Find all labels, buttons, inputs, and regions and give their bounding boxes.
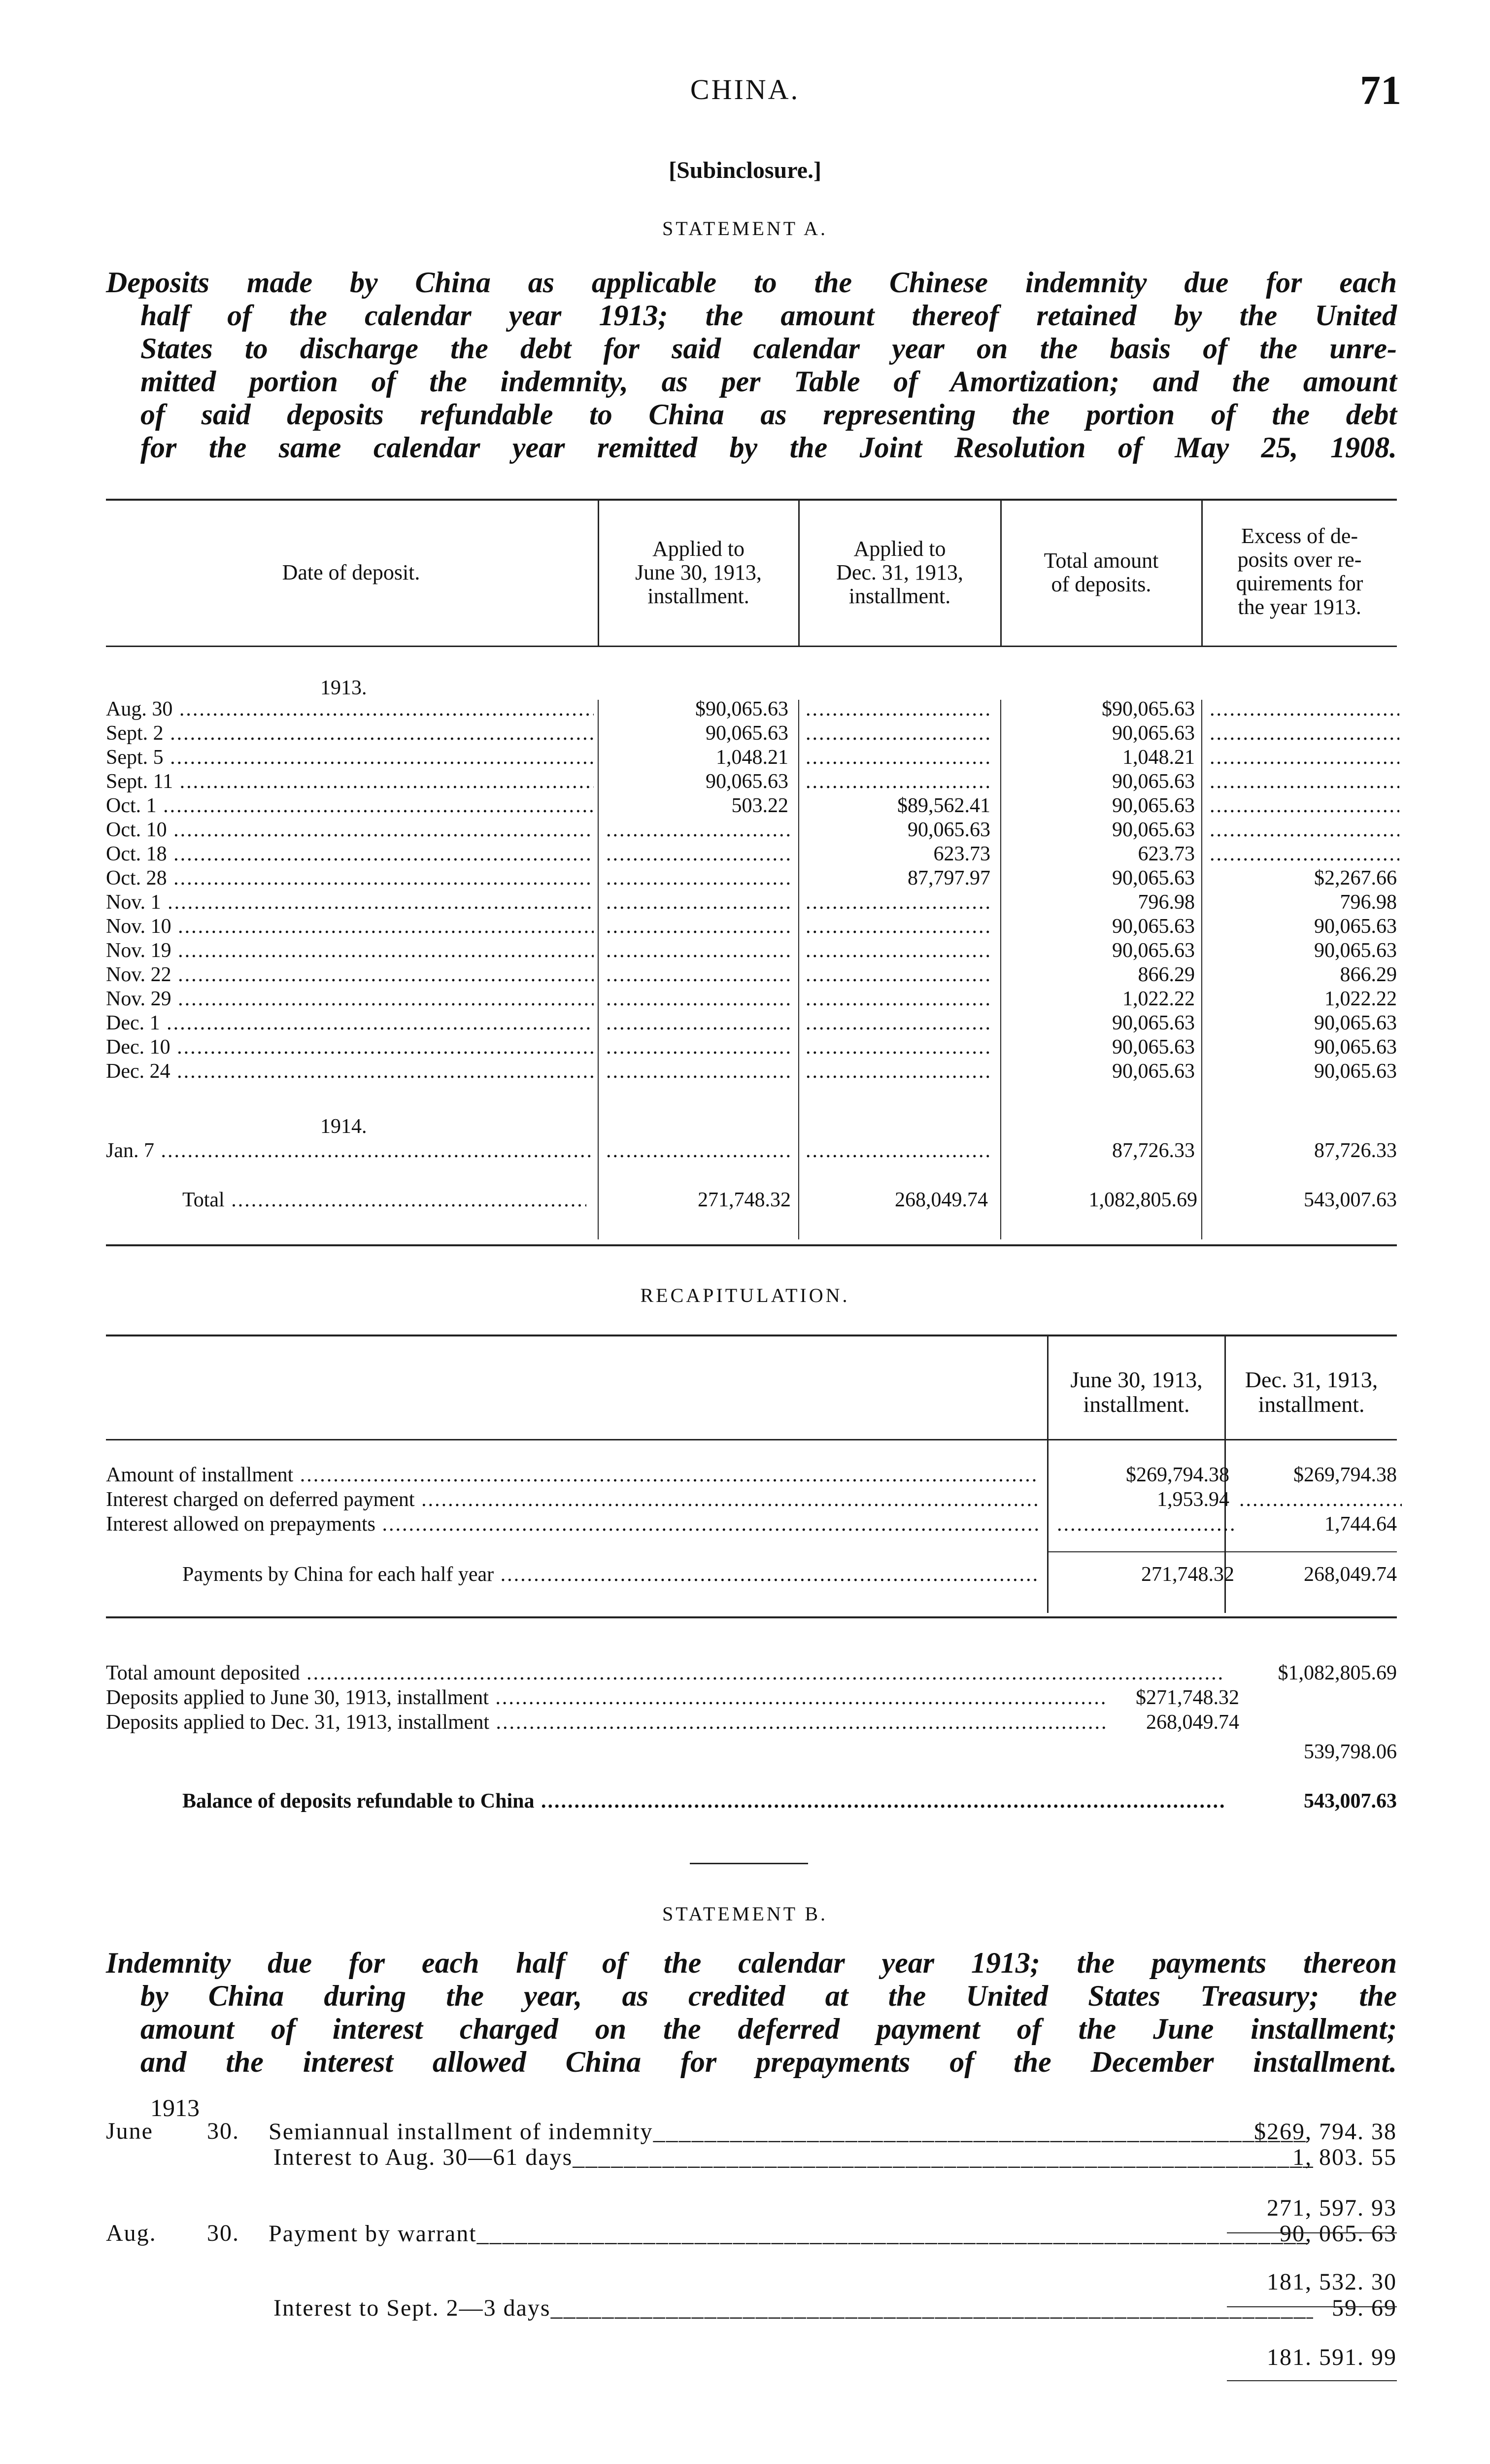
cell-dec-leader — [806, 697, 993, 721]
recap-header-rule — [106, 1439, 1397, 1440]
cell-june-leader — [606, 1011, 791, 1035]
desc-line: mitted portion of the indemnity, as per Table of Amortization; and the amount — [140, 365, 1397, 398]
section-divider — [690, 1863, 808, 1864]
recap-dec: $269,794.38 — [1293, 1464, 1397, 1486]
desc-line: States to discharge the debt for said calendar year on the basis of the unre- — [140, 332, 1397, 365]
cell-total: 90,065.63 — [1112, 915, 1195, 938]
cell-june: $90,065.63 — [695, 698, 788, 720]
summary-applied-dec — [106, 1710, 1397, 1735]
summary-applied-sum — [106, 1740, 1397, 1764]
cell-dec-leader — [806, 1059, 993, 1084]
recap-june: $269,794.38 — [1126, 1464, 1229, 1486]
deposit-row — [106, 1011, 1397, 1035]
col-header-date: Date of deposit. — [282, 560, 420, 584]
deposit-date: Dec. 24 ..... — [106, 1059, 594, 1084]
ledger-month: Aug. — [106, 2221, 157, 2246]
recap-col-line: June 30, 1913, — [1070, 1367, 1203, 1392]
deposit-date: Sept. 5 ..... — [106, 745, 594, 770]
cell-dec-leader — [806, 769, 993, 794]
deposit-date: Sept. 2 ..... — [106, 721, 594, 746]
ledger-row — [106, 2145, 1397, 2170]
deposit-date: Oct. 28 ..... — [106, 866, 594, 890]
ledger-amount: 59. 69 — [1332, 2295, 1397, 2321]
deposit-row — [106, 938, 1397, 963]
col-header-line: installment. — [848, 584, 951, 608]
deposit-date: Dec. 10 ..... — [106, 1035, 594, 1060]
total-dec: 268,049.74 — [895, 1189, 988, 1211]
summary-applied-june — [106, 1685, 1397, 1710]
cell-dec: 623.73 — [933, 843, 990, 865]
payments-label-text: Payments by China for each half year — [182, 1563, 494, 1586]
deposit-row — [106, 914, 1397, 939]
cell-dec-leader — [806, 745, 993, 770]
summary-label — [106, 1710, 1106, 1735]
ledger-row — [106, 2195, 1397, 2221]
recapitulation-title: RECAPITULATION. — [640, 1284, 850, 1306]
recap-june-leader — [1057, 1512, 1234, 1537]
table-a-body-vline-1 — [598, 700, 599, 1239]
recap-top-rule — [106, 1335, 1397, 1336]
cell-dec-leader — [806, 914, 993, 939]
deposit-row — [106, 769, 1397, 794]
deposit-date: Jan. 7 ..... — [106, 1138, 594, 1163]
cell-june-leader — [606, 818, 791, 842]
col-header-total — [1001, 549, 1201, 596]
b-sum-rule-3 — [1227, 2380, 1397, 2381]
cell-total: 90,065.63 — [1112, 722, 1195, 745]
deposit-row — [106, 890, 1397, 915]
statement-b-label: STATEMENT B. — [662, 1903, 828, 1925]
cell-excess: 90,065.63 — [1314, 915, 1397, 938]
deposit-date: Oct. 10 ..... — [106, 818, 594, 842]
summary-label-text: Deposits applied to June 30, 1913, installment — [106, 1686, 489, 1709]
summary-label — [106, 1685, 1106, 1710]
cell-june-leader — [606, 987, 791, 1011]
cell-total: 90,065.63 — [1112, 794, 1195, 817]
ledger-amount: 271, 597. 93 — [1267, 2195, 1397, 2221]
cell-dec-leader — [806, 962, 993, 987]
deposit-date: Nov. 22 ..... — [106, 962, 594, 987]
deposit-row — [106, 1138, 1397, 1163]
table-a-body-vline-2 — [798, 700, 799, 1239]
deposit-row — [106, 1035, 1397, 1060]
deposit-row — [106, 842, 1397, 866]
summary-balance — [106, 1789, 1397, 1814]
total-deposits: 1,082,805.69 — [1088, 1189, 1197, 1211]
desc-line: and the interest allowed China for prepayments of the December installment. — [140, 2046, 1397, 2078]
deposit-date: Nov. 1 ..... — [106, 890, 594, 915]
payments-june: 271,748.32 — [1141, 1563, 1234, 1586]
deposit-date: Oct. 18 ..... — [106, 842, 594, 866]
cell-june: 1,048.21 — [716, 746, 788, 769]
cell-excess: 866.29 — [1340, 963, 1397, 986]
table-a-header-rule — [106, 646, 1397, 647]
cell-june-leader — [606, 866, 791, 890]
ledger-description: Semiannual installment of indemnity _____ — [269, 2119, 1308, 2145]
cell-excess-leader — [1210, 721, 1399, 746]
recap-col-june — [1049, 1368, 1224, 1417]
cell-total: 1,022.22 — [1122, 988, 1195, 1010]
cell-excess-leader — [1210, 793, 1399, 818]
ledger-description: Interest to Aug. 30—61 days _____ — [273, 2145, 1313, 2170]
cell-dec-leader — [806, 938, 993, 963]
year-1914-label: 1914. — [320, 1115, 367, 1138]
deposit-date: Sept. 11 ..... — [106, 769, 594, 794]
total-label — [182, 1188, 586, 1212]
table-a-body-vline-3 — [1000, 700, 1001, 1239]
ledger-description: Payment by warrant _____ — [269, 2221, 1308, 2247]
desc-line: amount of interest charged on the deferred payment of the June installment; — [140, 2013, 1397, 2045]
recap-payments-row — [106, 1562, 1397, 1587]
cell-june-leader — [606, 842, 791, 866]
col-header-line: of deposits. — [1051, 572, 1151, 596]
summary-label-text: Balance of deposits refundable to China — [182, 1790, 535, 1813]
table-a-body-vline-4 — [1201, 700, 1202, 1239]
deposit-row — [106, 1059, 1397, 1084]
desc-line: of said deposits refundable to China as representing the portion of the debt — [140, 398, 1397, 431]
payments-dec: 268,049.74 — [1304, 1563, 1397, 1586]
cell-excess-leader — [1210, 745, 1399, 770]
cell-excess-leader — [1210, 818, 1399, 842]
cell-total: 90,065.63 — [1112, 939, 1195, 962]
cell-dec-leader — [806, 1138, 993, 1163]
summary-total-deposited — [106, 1661, 1397, 1685]
deposit-row — [106, 962, 1397, 987]
deposit-row — [106, 697, 1397, 721]
recap-col-dec — [1226, 1368, 1397, 1417]
recap-dec-leader — [1239, 1487, 1402, 1512]
cell-excess: $2,267.66 — [1314, 867, 1397, 890]
ledger-month: June — [106, 2119, 153, 2144]
table-a-bottom-rule — [106, 1244, 1397, 1246]
cell-june: 90,065.63 — [706, 722, 788, 745]
b-sum-rule-2 — [1227, 2306, 1397, 2307]
cell-excess: 90,065.63 — [1314, 1012, 1397, 1034]
summary-label-text: Deposits applied to Dec. 31, 1913, installment — [106, 1711, 490, 1734]
subinclosure-label: [Subinclosure.] — [669, 157, 821, 183]
cell-excess: 796.98 — [1340, 891, 1397, 914]
cell-total: 90,065.63 — [1112, 819, 1195, 841]
cell-dec-leader — [806, 721, 993, 746]
ledger-amount: $269, 794. 38 — [1254, 2119, 1397, 2145]
col-header-line: quirements for — [1236, 571, 1363, 595]
recap-row — [106, 1463, 1397, 1487]
summary-value: 268,049.74 — [1146, 1711, 1239, 1734]
b-sum-rule-1 — [1227, 2232, 1397, 2233]
summary-label-text: Total amount deposited — [106, 1662, 300, 1684]
running-head: CHINA. — [690, 73, 800, 105]
desc-line: Deposits made by China as applicable to the Chinese indemnity due for each — [106, 266, 1397, 299]
desc-line: for the same calendar year remitted by the Joint Resolution of May 25, 1908. — [140, 431, 1397, 464]
total-excess: 543,007.63 — [1304, 1189, 1397, 1211]
col-header-dec — [799, 537, 1000, 608]
ledger-row — [106, 2221, 1397, 2247]
deposit-date: Dec. 1 ..... — [106, 1011, 594, 1035]
col-header-line: the year 1913. — [1238, 595, 1361, 619]
cell-excess-leader — [1210, 842, 1399, 866]
col-header-line: Applied to — [652, 537, 745, 561]
cell-dec: 87,797.97 — [908, 867, 990, 890]
deposit-date: Oct. 1 ..... — [106, 793, 594, 818]
cell-june-leader — [606, 914, 791, 939]
col-header-line: installment. — [647, 584, 749, 608]
cell-excess-leader — [1210, 769, 1399, 794]
recap-row — [106, 1512, 1397, 1537]
summary-label — [182, 1789, 1224, 1814]
deposit-date: Nov. 19 ..... — [106, 938, 594, 963]
deposit-row — [106, 818, 1397, 842]
recap-sum-rule — [1047, 1551, 1397, 1552]
recap-label: Interest charged on deferred payment ..... — [106, 1487, 1040, 1512]
cell-dec: 90,065.63 — [908, 819, 990, 841]
recap-dec: 1,744.64 — [1324, 1513, 1397, 1536]
cell-excess: 87,726.33 — [1314, 1139, 1397, 1162]
payments-label — [182, 1562, 1040, 1587]
statement-b-year: 1913 — [150, 2094, 200, 2122]
recap-row — [106, 1487, 1397, 1512]
cell-excess: 90,065.63 — [1314, 939, 1397, 962]
cell-total: 796.98 — [1138, 891, 1195, 914]
cell-june-leader — [606, 1059, 791, 1084]
col-header-line: Total amount — [1044, 548, 1159, 573]
cell-excess-leader — [1210, 697, 1399, 721]
col-header-excess — [1202, 524, 1397, 619]
col-header-line: Dec. 31, 1913, — [836, 560, 963, 584]
cell-excess: 1,022.22 — [1324, 988, 1397, 1010]
deposit-row — [106, 866, 1397, 890]
ledger-row — [106, 2269, 1397, 2295]
cell-total: 90,065.63 — [1112, 867, 1195, 890]
cell-dec-leader — [806, 987, 993, 1011]
summary-label — [106, 1661, 1224, 1685]
ledger-description: Interest to Sept. 2—3 days _____ — [273, 2295, 1313, 2321]
cell-total: 1,048.21 — [1122, 746, 1195, 769]
statement-a-label: STATEMENT A. — [662, 217, 828, 240]
deposit-date: Nov. 29 ..... — [106, 987, 594, 1011]
ledger-row — [106, 2119, 1397, 2145]
desc-line: by China during the year, as credited at the United States Treasury; the — [140, 1980, 1397, 2012]
ledger-amount: 181, 532. 30 — [1267, 2269, 1397, 2295]
recap-col-line: Dec. 31, 1913, — [1245, 1367, 1378, 1392]
desc-line: half of the calendar year 1913; the amount thereof retained by the United — [140, 299, 1397, 332]
ledger-row — [106, 2345, 1397, 2370]
cell-total: $90,065.63 — [1102, 698, 1195, 720]
cell-total: 90,065.63 — [1112, 1060, 1195, 1083]
cell-total: 623.73 — [1138, 843, 1195, 865]
recap-col-line: installment. — [1083, 1392, 1190, 1417]
cell-june-leader — [606, 1035, 791, 1060]
cell-dec-leader — [806, 1011, 993, 1035]
cell-june-leader — [606, 1138, 791, 1163]
total-june: 271,748.32 — [698, 1189, 791, 1211]
cell-dec-leader — [806, 1035, 993, 1060]
cell-total: 90,065.63 — [1112, 1036, 1195, 1059]
cell-dec-leader — [806, 890, 993, 915]
recap-june: 1,953.94 — [1157, 1488, 1229, 1511]
col-header-line: June 30, 1913, — [635, 560, 762, 584]
cell-dec: $89,562.41 — [897, 794, 990, 817]
cell-total: 866.29 — [1138, 963, 1195, 986]
statement-a-description — [106, 266, 1397, 464]
cell-total: 90,065.63 — [1112, 1012, 1195, 1034]
col-header-june — [599, 537, 798, 608]
ledger-day: 30. — [207, 2221, 239, 2246]
cell-june-leader — [606, 890, 791, 915]
recap-bottom-rule — [106, 1616, 1397, 1618]
cell-excess: 90,065.63 — [1314, 1036, 1397, 1059]
table-a-top-rule — [106, 499, 1397, 501]
table-a-total-row — [106, 1188, 1397, 1212]
ledger-amount: 181. 591. 99 — [1267, 2344, 1397, 2370]
col-header-line: posits over re- — [1237, 548, 1362, 572]
ledger-amount: 90, 065. 63 — [1280, 2221, 1397, 2247]
recap-col-line: installment. — [1258, 1392, 1365, 1417]
summary-sum-value: 539,798.06 — [1304, 1741, 1397, 1763]
statement-b-description — [106, 1947, 1397, 2079]
cell-june: 503.22 — [731, 794, 788, 817]
total-label-text: Total — [182, 1189, 225, 1211]
col-header-line: Excess of de- — [1241, 524, 1358, 548]
cell-total: 87,726.33 — [1112, 1139, 1195, 1162]
deposit-row — [106, 745, 1397, 770]
cell-excess: 90,065.63 — [1314, 1060, 1397, 1083]
desc-line: Indemnity due for each half of the calendar year 1913; the payments thereon — [106, 1947, 1397, 1979]
cell-total: 90,065.63 — [1112, 770, 1195, 793]
deposit-date: Aug. 30 ..... — [106, 697, 594, 721]
recap-label: Amount of installment ..... — [106, 1463, 1040, 1487]
deposit-row — [106, 721, 1397, 746]
summary-value: $1,082,805.69 — [1278, 1662, 1397, 1684]
recap-label: Interest allowed on prepayments ..... — [106, 1512, 1040, 1537]
page-number: 71 — [1360, 68, 1401, 113]
summary-value: $271,748.32 — [1136, 1686, 1239, 1709]
year-1913-label: 1913. — [320, 677, 367, 699]
deposit-date: Nov. 10 ..... — [106, 914, 594, 939]
col-header-line: Applied to — [853, 537, 946, 561]
ledger-amount: 1, 803. 55 — [1292, 2144, 1397, 2170]
cell-june-leader — [606, 938, 791, 963]
deposit-row — [106, 793, 1397, 818]
ledger-day: 30. — [207, 2119, 239, 2144]
deposit-row — [106, 987, 1397, 1011]
cell-june: 90,065.63 — [706, 770, 788, 793]
summary-value: 543,007.63 — [1304, 1790, 1397, 1813]
cell-june-leader — [606, 962, 791, 987]
ledger-row — [106, 2295, 1397, 2321]
